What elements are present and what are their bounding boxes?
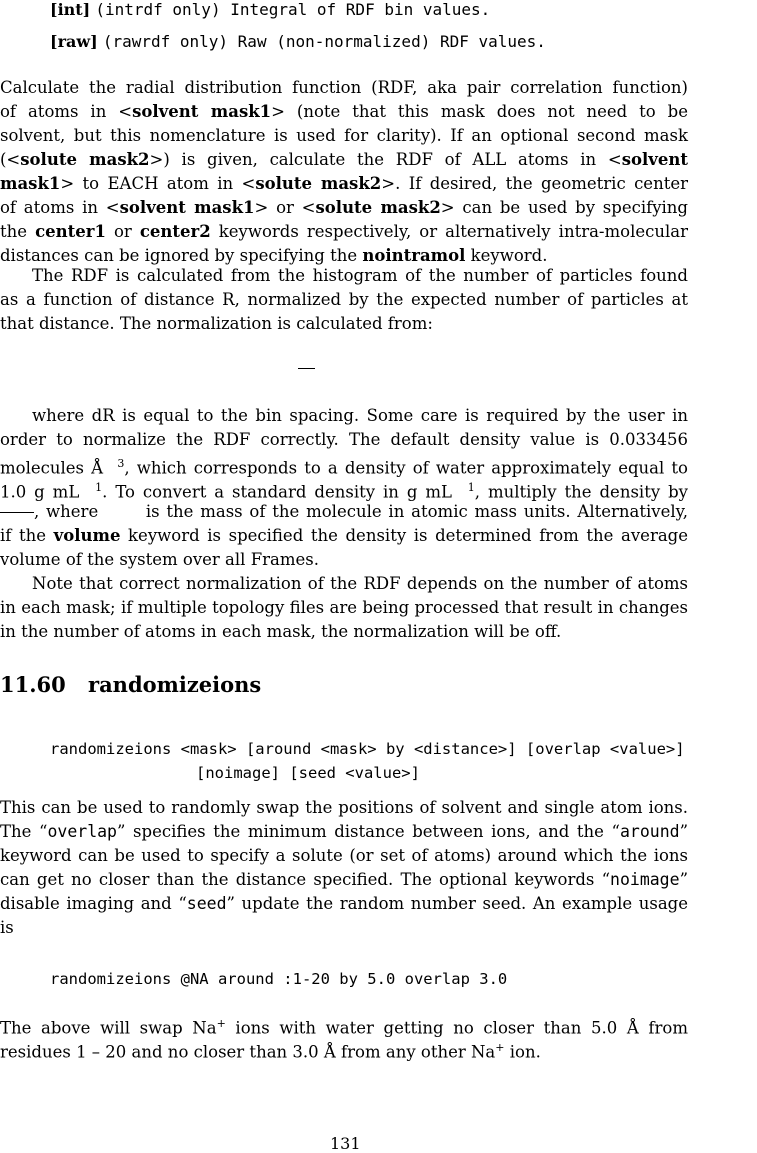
text-line: solvent, but this nomenclature is used for clarity). If an optional second mask xyxy=(0,126,688,145)
paragraph-density xyxy=(0,404,688,572)
text-line: disable imaging and “seed” update the random number seed. An example usage xyxy=(0,894,689,913)
text-line: (<solute mask2>) is given, calculate the RDF of ALL atoms in <solvent xyxy=(0,150,688,169)
text-line: in each mask; if multiple topology files are being processed that result in changes xyxy=(0,598,688,617)
option-int xyxy=(50,0,490,19)
text-line: distances can be ignored by specifying the nointramol keyword. xyxy=(0,246,548,265)
paragraph-example-explanation xyxy=(0,1012,688,1060)
text-line: The “overlap” specifies the minimum distance between ions, and the “around” xyxy=(0,822,688,841)
text-line: Note that correct normalization of the RDF depends on the number of atoms xyxy=(32,574,688,593)
option-raw xyxy=(50,32,546,51)
text-line: can get no closer than the distance specified. The optional keywords “noimage” xyxy=(0,870,688,889)
text-line: keyword can be used to specify a solute (or set of atoms) around which the ions xyxy=(0,846,688,865)
text-line: of atoms in <solvent mask1> or <solute mask2> can be used by specifying xyxy=(0,198,688,217)
text-line: as a function of distance R, normalized by the expected number of particles at xyxy=(0,290,688,309)
text-line: mask1> to EACH atom in <solute mask2>. If desired, the geometric center xyxy=(0,174,688,193)
section-heading xyxy=(0,672,261,697)
text-line: This can be used to randomly swap the positions of solvent and single atom ions. xyxy=(0,798,688,817)
option-key: [raw] xyxy=(50,32,98,51)
text-line: where dR is equal to the bin spacing. Some care is required by the user in xyxy=(32,406,688,425)
text-line: residues 1 – 20 and no closer than 3.0 Å from any other Na+ ion. xyxy=(0,1041,541,1062)
text-line: , where is the mass of the molecule in atomic mass units. Alternatively, xyxy=(0,500,688,524)
text-line: in the number of atoms in each mask, the normalization will be off. xyxy=(0,622,562,641)
paragraph-rdf-normalization xyxy=(0,264,688,336)
fraction-bar xyxy=(0,512,34,513)
syntax-line-2: [noimage] [seed <value>] xyxy=(196,764,420,782)
text-line: if the volume keyword is specified the density is determined from the average xyxy=(0,526,688,545)
text-line: of atoms in <solvent mask1> (note that this mask does not need to be xyxy=(0,102,688,121)
paragraph-rdf-intro xyxy=(0,76,688,268)
text-line: Calculate the radial distribution function (RDF, aka pair correlation function) xyxy=(0,78,688,97)
example-command: randomizeions @NA around :1-20 by 5.0 overlap 3.0 xyxy=(50,970,508,988)
text-line: The RDF is calculated from the histogram of the number of particles found xyxy=(32,266,688,285)
text-line: that distance. The normalization is calculated from: xyxy=(0,314,433,333)
equation-fraction-bar xyxy=(298,368,315,369)
page-number: 131 xyxy=(330,1134,361,1153)
paragraph-randomizeions-desc xyxy=(0,796,688,940)
text-line: volume of the system over all Frames. xyxy=(0,550,319,569)
section-title: randomizeions xyxy=(88,672,262,697)
option-desc: (rawrdf only) Raw (non-normalized) RDF values. xyxy=(102,32,546,51)
text-line: order to normalize the RDF correctly. The default density value is 0.033456 xyxy=(0,430,688,449)
text-line: is xyxy=(0,918,14,937)
text-line: molecules Å $^3$, which corresponds to a density of water approximately equal to xyxy=(0,457,688,478)
paragraph-normalization-note xyxy=(0,572,688,644)
text-line: 1.0 g mL $^1$. To convert a standard density in g mL $^1$, multiply the density by xyxy=(0,481,688,502)
syntax-line-1: randomizeions <mask> [around <mask> by <distance>] [overlap <value>] xyxy=(50,740,685,758)
option-desc: (intrdf only) Integral of RDF bin values. xyxy=(95,0,491,19)
option-key: [int] xyxy=(50,0,91,19)
text-line: The above will swap Na+ ions with water getting no closer than 5.0 Å from xyxy=(0,1017,688,1038)
text-line: the center1 or center2 keywords respectively, or alternatively intra-molecular xyxy=(0,222,688,241)
section-number: 11.60 xyxy=(0,672,66,697)
